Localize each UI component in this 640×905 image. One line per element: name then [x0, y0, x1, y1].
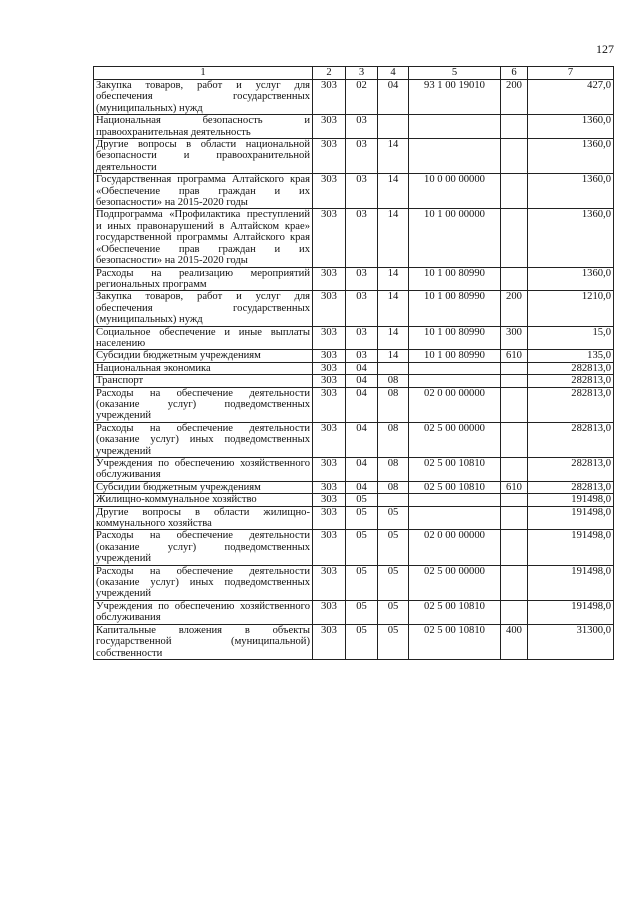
cell-name: Субсидии бюджетным учреждениям [94, 481, 313, 493]
cell-admin-code: 303 [313, 139, 346, 174]
table-row [94, 422, 614, 457]
cell-name: Жилищно-коммунальное хозяйство [94, 494, 313, 506]
cell-section: 04 [346, 458, 378, 482]
header-cell: 5 [409, 67, 501, 80]
cell-name: Расходы на обеспечение деятельности (оказание услуг) иных подведомственных учреждений [94, 422, 313, 457]
cell-name: Подпрограмма «Профилактика преступлений и иных правонарушений в Алтайском крае» государственной программы Алтайского края «Обеспечение прав граждан и их безопасности» на 2015-2020 годы [94, 209, 313, 267]
cell-expense-type [501, 494, 528, 506]
cell-amount: 282813,0 [528, 422, 614, 457]
cell-expense-type [501, 565, 528, 600]
cell-name: Другие вопросы в области жилищно-коммунального хозяйства [94, 506, 313, 530]
cell-target-article: 02 5 00 10810 [409, 600, 501, 624]
table-row [94, 565, 614, 600]
cell-name: Транспорт [94, 375, 313, 387]
cell-amount: 282813,0 [528, 458, 614, 482]
cell-amount: 1210,0 [528, 291, 614, 326]
cell-target-article: 02 5 00 10810 [409, 458, 501, 482]
table-row [94, 600, 614, 624]
table-row [94, 458, 614, 482]
cell-admin-code: 303 [313, 530, 346, 565]
cell-expense-type [501, 362, 528, 374]
cell-section: 05 [346, 506, 378, 530]
header-cell: 1 [94, 67, 313, 80]
cell-section: 03 [346, 115, 378, 139]
cell-target-article: 93 1 00 19010 [409, 80, 501, 115]
cell-amount: 15,0 [528, 326, 614, 350]
cell-section: 03 [346, 326, 378, 350]
cell-expense-type [501, 174, 528, 209]
cell-name: Закупка товаров, работ и услуг для обеспечения государственных (муниципальных) нужд [94, 291, 313, 326]
cell-admin-code: 303 [313, 565, 346, 600]
cell-amount: 282813,0 [528, 362, 614, 374]
cell-target-article: 10 1 00 80990 [409, 326, 501, 350]
cell-target-article: 10 1 00 80990 [409, 291, 501, 326]
table-row [94, 115, 614, 139]
cell-name: Национальная экономика [94, 362, 313, 374]
cell-admin-code: 303 [313, 362, 346, 374]
cell-amount: 1360,0 [528, 209, 614, 267]
cell-target-article: 10 1 00 80990 [409, 267, 501, 291]
cell-admin-code: 303 [313, 350, 346, 362]
cell-subsection [378, 494, 409, 506]
cell-admin-code: 303 [313, 494, 346, 506]
cell-expense-type [501, 506, 528, 530]
cell-name: Расходы на обеспечение деятельности (оказание услуг) иных подведомственных учреждений [94, 565, 313, 600]
cell-admin-code: 303 [313, 291, 346, 326]
cell-subsection: 05 [378, 565, 409, 600]
table-row [94, 481, 614, 493]
cell-target-article [409, 494, 501, 506]
cell-admin-code: 303 [313, 506, 346, 530]
table-row [94, 209, 614, 267]
cell-amount: 282813,0 [528, 481, 614, 493]
cell-name: Расходы на реализацию мероприятий региональных программ [94, 267, 313, 291]
cell-admin-code: 303 [313, 624, 346, 659]
table-row [94, 506, 614, 530]
header-cell: 6 [501, 67, 528, 80]
header-cell: 4 [378, 67, 409, 80]
table-row [94, 326, 614, 350]
table-row [94, 624, 614, 659]
cell-amount: 1360,0 [528, 139, 614, 174]
cell-target-article: 10 1 00 00000 [409, 209, 501, 267]
cell-name: Капитальные вложения в объекты государственной (муниципальной) собственности [94, 624, 313, 659]
cell-subsection: 08 [378, 422, 409, 457]
table-row [94, 530, 614, 565]
cell-section: 03 [346, 267, 378, 291]
cell-admin-code: 303 [313, 209, 346, 267]
cell-subsection: 14 [378, 139, 409, 174]
cell-name: Расходы на обеспечение деятельности (оказание услуг) подведомственных учреждений [94, 387, 313, 422]
cell-name: Другие вопросы в области национальной безопасности и правоохранительной деятельности [94, 139, 313, 174]
cell-name: Национальная безопасность и правоохранительная деятельность [94, 115, 313, 139]
cell-expense-type: 610 [501, 350, 528, 362]
cell-section: 05 [346, 624, 378, 659]
cell-subsection [378, 362, 409, 374]
table-row [94, 375, 614, 387]
cell-subsection: 14 [378, 350, 409, 362]
cell-expense-type [501, 139, 528, 174]
cell-section: 05 [346, 600, 378, 624]
table-row [94, 494, 614, 506]
cell-admin-code: 303 [313, 115, 346, 139]
cell-section: 04 [346, 422, 378, 457]
cell-section: 04 [346, 362, 378, 374]
cell-expense-type [501, 422, 528, 457]
cell-subsection: 05 [378, 506, 409, 530]
header-cell: 3 [346, 67, 378, 80]
table-row [94, 362, 614, 374]
cell-target-article: 02 5 00 00000 [409, 422, 501, 457]
cell-target-article [409, 375, 501, 387]
table-row [94, 350, 614, 362]
cell-section: 04 [346, 387, 378, 422]
cell-expense-type: 200 [501, 291, 528, 326]
cell-name: Учреждения по обеспечению хозяйственного обслуживания [94, 458, 313, 482]
cell-expense-type [501, 209, 528, 267]
cell-amount: 282813,0 [528, 387, 614, 422]
cell-admin-code: 303 [313, 375, 346, 387]
cell-expense-type: 300 [501, 326, 528, 350]
cell-amount: 135,0 [528, 350, 614, 362]
cell-name: Закупка товаров, работ и услуг для обеспечения государственных (муниципальных) нужд [94, 80, 313, 115]
table-row [94, 291, 614, 326]
cell-amount: 427,0 [528, 80, 614, 115]
cell-target-article: 02 0 00 00000 [409, 530, 501, 565]
cell-subsection: 14 [378, 209, 409, 267]
table-row [94, 80, 614, 115]
cell-admin-code: 303 [313, 600, 346, 624]
cell-expense-type [501, 530, 528, 565]
header-cell: 2 [313, 67, 346, 80]
cell-target-article: 02 5 00 10810 [409, 481, 501, 493]
cell-amount: 191498,0 [528, 530, 614, 565]
cell-section: 05 [346, 494, 378, 506]
cell-admin-code: 303 [313, 326, 346, 350]
table-body [94, 80, 614, 660]
cell-amount: 1360,0 [528, 174, 614, 209]
cell-target-article [409, 115, 501, 139]
cell-amount: 1360,0 [528, 115, 614, 139]
cell-subsection [378, 115, 409, 139]
cell-target-article: 02 5 00 10810 [409, 624, 501, 659]
cell-subsection: 14 [378, 291, 409, 326]
cell-admin-code: 303 [313, 267, 346, 291]
cell-subsection: 05 [378, 530, 409, 565]
cell-subsection: 08 [378, 375, 409, 387]
cell-name: Учреждения по обеспечению хозяйственного обслуживания [94, 600, 313, 624]
table-row [94, 174, 614, 209]
cell-section: 03 [346, 174, 378, 209]
cell-section: 03 [346, 291, 378, 326]
cell-amount: 191498,0 [528, 565, 614, 600]
cell-section: 05 [346, 565, 378, 600]
cell-subsection: 08 [378, 481, 409, 493]
cell-admin-code: 303 [313, 422, 346, 457]
page-number: 127 [596, 42, 614, 56]
cell-target-article: 02 5 00 00000 [409, 565, 501, 600]
cell-expense-type: 610 [501, 481, 528, 493]
cell-section: 03 [346, 139, 378, 174]
cell-target-article [409, 139, 501, 174]
cell-admin-code: 303 [313, 458, 346, 482]
cell-subsection: 14 [378, 267, 409, 291]
table-row [94, 387, 614, 422]
cell-amount: 191498,0 [528, 494, 614, 506]
cell-name: Государственная программа Алтайского края «Обеспечение прав граждан и их безопасности» на 2015-2020 годы [94, 174, 313, 209]
cell-section: 05 [346, 530, 378, 565]
cell-amount: 1360,0 [528, 267, 614, 291]
cell-expense-type: 400 [501, 624, 528, 659]
cell-admin-code: 303 [313, 80, 346, 115]
cell-section: 04 [346, 481, 378, 493]
cell-admin-code: 303 [313, 387, 346, 422]
cell-expense-type [501, 375, 528, 387]
cell-name: Субсидии бюджетным учреждениям [94, 350, 313, 362]
cell-section: 02 [346, 80, 378, 115]
cell-subsection: 14 [378, 326, 409, 350]
budget-table [93, 66, 614, 660]
cell-expense-type [501, 458, 528, 482]
cell-admin-code: 303 [313, 174, 346, 209]
cell-subsection: 05 [378, 600, 409, 624]
table-header-row [94, 67, 614, 80]
table-row [94, 267, 614, 291]
cell-subsection: 05 [378, 624, 409, 659]
cell-amount: 191498,0 [528, 506, 614, 530]
cell-name: Социальное обеспечение и иные выплаты населению [94, 326, 313, 350]
cell-expense-type [501, 600, 528, 624]
cell-target-article: 10 1 00 80990 [409, 350, 501, 362]
cell-subsection: 08 [378, 458, 409, 482]
cell-expense-type: 200 [501, 80, 528, 115]
header-cell: 7 [528, 67, 614, 80]
cell-subsection: 14 [378, 174, 409, 209]
cell-section: 03 [346, 209, 378, 267]
cell-subsection: 04 [378, 80, 409, 115]
table-row [94, 139, 614, 174]
cell-name: Расходы на обеспечение деятельности (оказание услуг) подведомственных учреждений [94, 530, 313, 565]
cell-amount: 31300,0 [528, 624, 614, 659]
cell-amount: 191498,0 [528, 600, 614, 624]
cell-target-article [409, 362, 501, 374]
cell-target-article [409, 506, 501, 530]
cell-target-article: 10 0 00 00000 [409, 174, 501, 209]
cell-target-article: 02 0 00 00000 [409, 387, 501, 422]
cell-section: 03 [346, 350, 378, 362]
cell-admin-code: 303 [313, 481, 346, 493]
cell-expense-type [501, 267, 528, 291]
cell-amount: 282813,0 [528, 375, 614, 387]
cell-section: 04 [346, 375, 378, 387]
cell-expense-type [501, 115, 528, 139]
cell-subsection: 08 [378, 387, 409, 422]
cell-expense-type [501, 387, 528, 422]
